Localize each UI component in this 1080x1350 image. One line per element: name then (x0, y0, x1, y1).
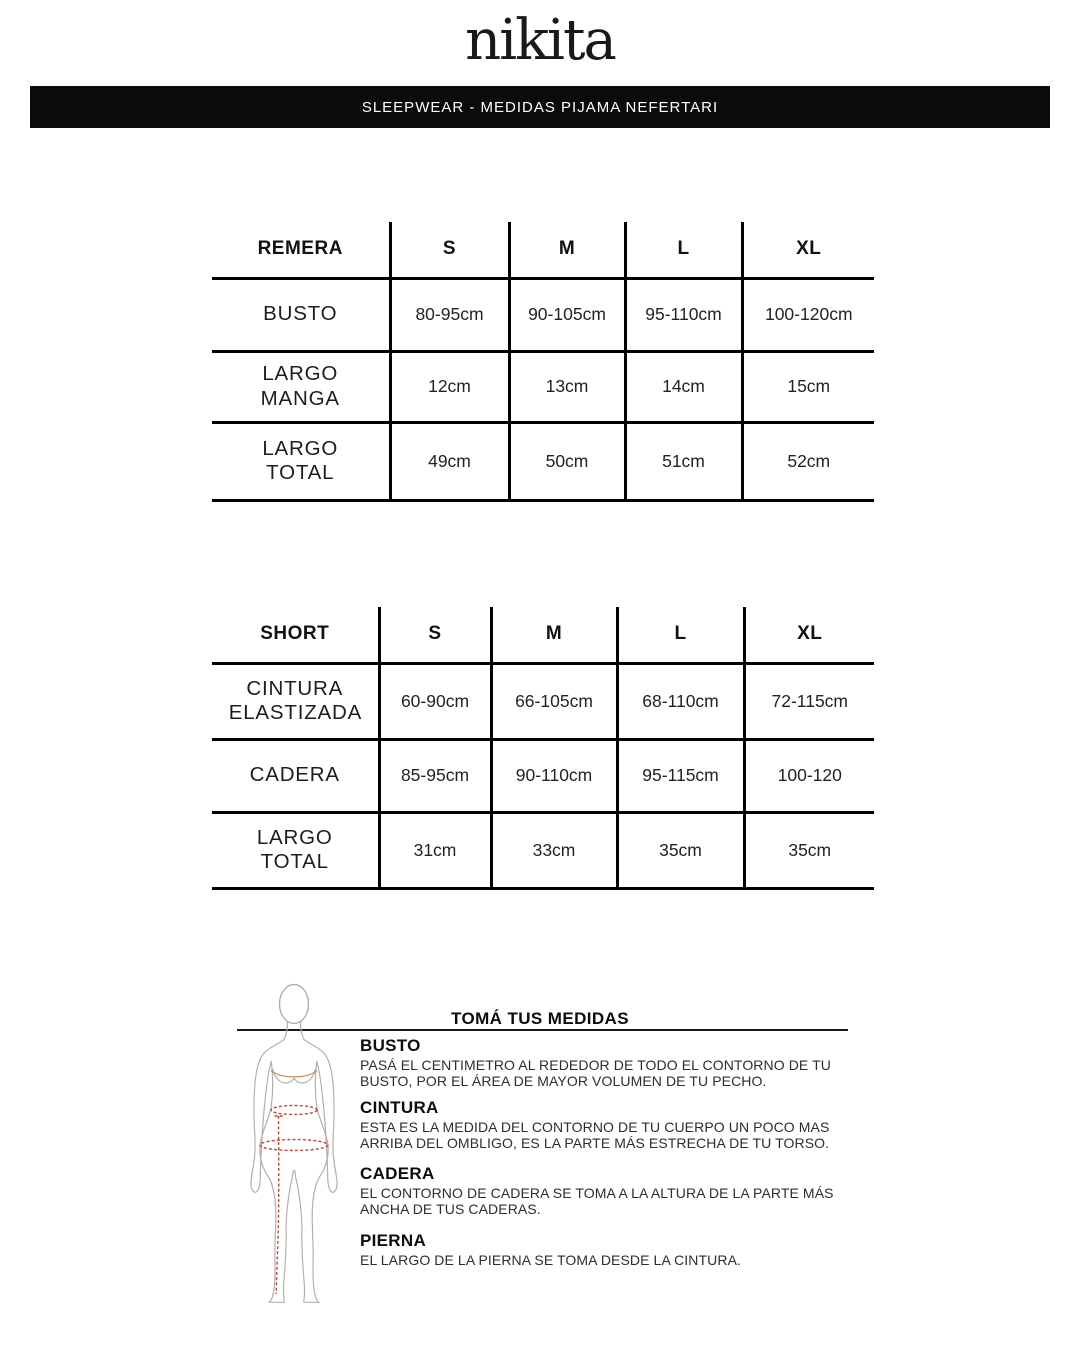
header-cell-size-xl: XL (744, 607, 874, 663)
measuring-tape-lines (260, 1106, 328, 1295)
guide-heading-busto: BUSTO (360, 1036, 421, 1055)
header-cell-size-l: L (617, 607, 744, 663)
category-banner (30, 86, 1050, 128)
table-row (212, 812, 874, 888)
guide-paragraph-pierna: EL LARGO DE LA PIERNA SE TOMA DESDE LA CINTURA. (360, 1251, 742, 1268)
cell-cadera-l: 95-115cm (617, 739, 744, 812)
bust-tape-line (271, 1071, 317, 1077)
header-cell-size-s: S (390, 222, 509, 278)
row-label-cadera: CADERA (212, 739, 379, 812)
cell-busto-xl: 100-120cm (742, 278, 874, 351)
guide-title: TOMÁ TUS MEDIDAS (451, 1009, 629, 1028)
brand-logo: nikita (465, 8, 615, 73)
guide-paragraph-cintura: ESTA ES LA MEDIDA DEL CONTORNO DE TU CUERPO UN POCO MAS ARRIBA DEL OMBLIGO, ES LA PARTE MÁS ESTRECHA DE TU TORSO. (360, 1119, 830, 1151)
table-row (212, 278, 874, 351)
cell-total-l: 51cm (625, 422, 742, 500)
header-cell-product: SHORT (212, 607, 379, 663)
guide-heading-cintura: CINTURA (360, 1098, 439, 1118)
cell-total-s: 31cm (379, 812, 491, 888)
header-cell-size-s: S (379, 607, 491, 663)
cell-total-m: 50cm (509, 422, 625, 500)
cell-cadera-m: 90-110cm (491, 739, 617, 812)
header-cell-size-l: L (625, 222, 742, 278)
body-figure-illustration (230, 977, 360, 1307)
cell-busto-s: 80-95cm (390, 278, 509, 351)
cell-cintura-s: 60-90cm (379, 663, 491, 739)
table-header-row (212, 222, 874, 278)
cell-manga-m: 13cm (509, 351, 625, 422)
row-label-largo-total: LARGO TOTAL (212, 812, 379, 888)
banner-text: SLEEPWEAR - MEDIDAS PIJAMA NEFERTARI (361, 98, 719, 116)
cell-total-m: 33cm (491, 812, 617, 888)
cell-busto-l: 95-110cm (625, 278, 742, 351)
short-size-table (212, 607, 874, 890)
header-cell-size-xl: XL (742, 222, 874, 278)
header-cell-product: REMERA (212, 222, 390, 278)
guide-paragraph-busto: PASÁ EL CENTIMETRO AL REDEDOR DE TODO EL CONTORNO DE TU BUSTO, POR EL ÁREA DE MAYOR VOLUMEN DE TU PECHO. (360, 1057, 831, 1089)
remera-size-table (212, 222, 874, 502)
table-header-row (212, 607, 874, 663)
cell-total-xl: 52cm (742, 422, 874, 500)
cell-cadera-s: 85-95cm (379, 739, 491, 812)
cell-cintura-l: 68-110cm (617, 663, 744, 739)
cell-busto-m: 90-105cm (509, 278, 625, 351)
cell-manga-xl: 15cm (742, 351, 874, 422)
cell-manga-s: 12cm (390, 351, 509, 422)
cell-cadera-xl: 100-120 (744, 739, 874, 812)
row-label-largo-total: LARGO TOTAL (212, 422, 390, 500)
cell-total-xl: 35cm (744, 812, 874, 888)
table-row (212, 663, 874, 739)
guide-heading-pierna: PIERNA (360, 1230, 427, 1250)
cell-cintura-m: 66-105cm (491, 663, 617, 739)
guide-heading-cadera: CADERA (360, 1164, 435, 1184)
header-cell-size-m: M (509, 222, 625, 278)
table-row (212, 739, 874, 812)
cell-total-l: 35cm (617, 812, 744, 888)
guide-paragraph-cadera: EL CONTORNO DE CADERA SE TOMA A LA ALTURA DE LA PARTE MÁS ANCHA DE TUS CADERAS. (360, 1185, 834, 1217)
table-row (212, 422, 874, 500)
row-label-largo-manga: LARGO MANGA (212, 351, 390, 422)
header-cell-size-m: M (491, 607, 617, 663)
cell-cintura-xl: 72-115cm (744, 663, 874, 739)
figure-outline (251, 985, 337, 1303)
measurement-guide (360, 1036, 847, 1268)
table-row (212, 351, 874, 422)
cell-total-s: 49cm (390, 422, 509, 500)
row-label-busto: BUSTO (212, 278, 390, 351)
cell-manga-l: 14cm (625, 351, 742, 422)
row-label-cintura: CINTURA ELASTIZADA (212, 663, 379, 739)
